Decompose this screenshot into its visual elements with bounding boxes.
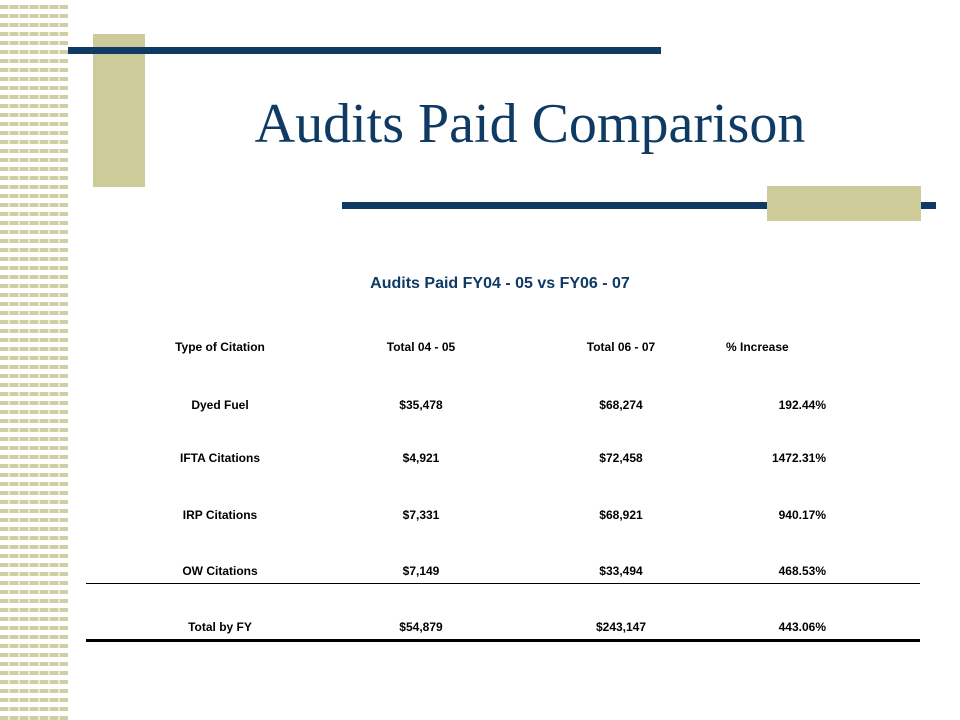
table-row <box>86 443 920 473</box>
row-total-06-07: $72,458 <box>599 451 643 465</box>
row-percent-increase: 192.44% <box>778 398 826 412</box>
table-row <box>86 556 920 586</box>
row-total-04-05: $7,149 <box>402 564 440 578</box>
row-type: OW Citations <box>182 564 258 578</box>
row-total-06-07: $68,274 <box>599 398 643 412</box>
row-total-06-07: $68,921 <box>599 508 643 522</box>
total-06-07: $243,147 <box>595 620 647 634</box>
row-total-04-05: $35,478 <box>399 398 443 412</box>
total-percent-increase: 443.06% <box>778 620 826 634</box>
header-type-of-citation: Type of Citation <box>175 340 265 354</box>
row-type: Dyed Fuel <box>191 398 249 412</box>
row-type: IFTA Citations <box>180 451 260 465</box>
row-percent-increase: 940.17% <box>778 508 826 522</box>
citation-table <box>86 330 920 642</box>
table-header-row <box>86 332 920 362</box>
slide-title: Audits Paid Comparison <box>254 93 806 155</box>
table-row <box>86 500 920 530</box>
row-total-06-07: $33,494 <box>599 564 643 578</box>
table-title: Audits Paid FY04 - 05 vs FY06 - 07 <box>370 275 630 292</box>
header-total-06-07: Total 06 - 07 <box>586 340 656 354</box>
row-type: IRP Citations <box>182 508 258 522</box>
row-percent-increase: 468.53% <box>778 564 826 578</box>
row-total-04-05: $7,331 <box>402 508 440 522</box>
decor-khaki-block-right <box>767 186 921 221</box>
row-percent-increase: 1472.31% <box>771 451 826 465</box>
left-stripe-band <box>0 0 68 720</box>
decor-navy-line-top <box>68 47 661 54</box>
row-total-04-05: $4,921 <box>402 451 440 465</box>
table-total-row <box>86 612 920 642</box>
table-bottom-rule <box>86 639 920 642</box>
header-total-04-05: Total 04 - 05 <box>386 340 456 354</box>
total-label: Total by FY <box>188 620 252 634</box>
total-04-05: $54,879 <box>399 620 443 634</box>
header-percent-increase: % Increase <box>726 340 789 354</box>
decor-khaki-block-left <box>93 34 145 187</box>
table-divider <box>86 583 920 584</box>
table-row <box>86 390 920 420</box>
